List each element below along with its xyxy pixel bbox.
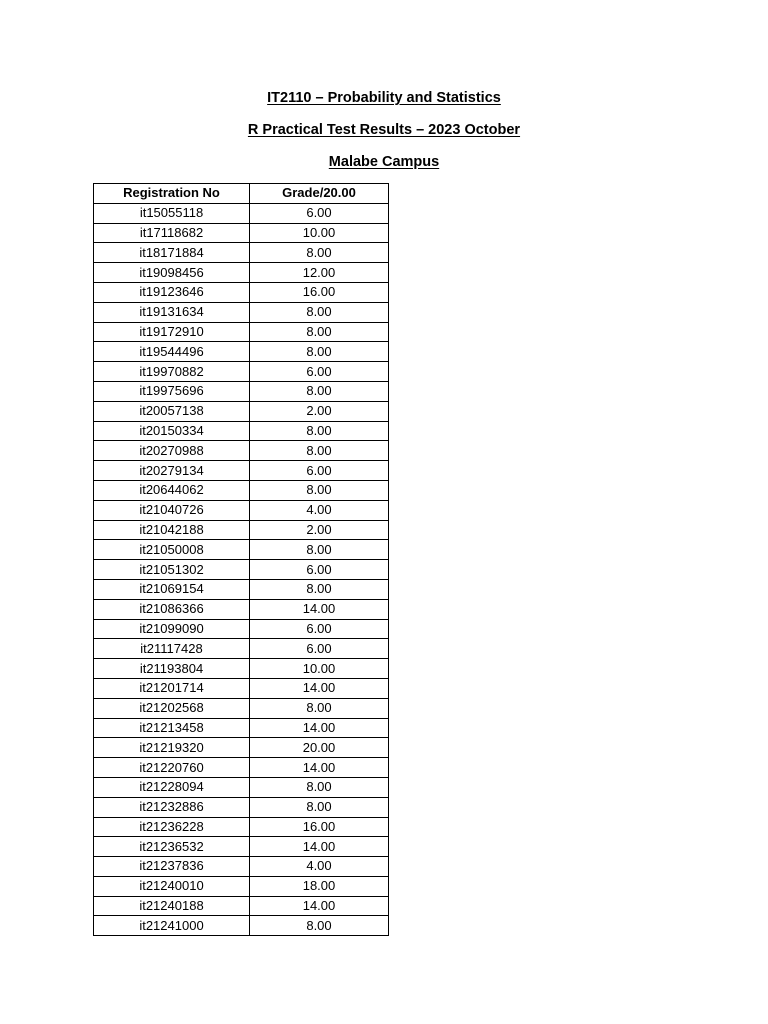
registration-no-cell: it21051302 xyxy=(94,560,250,580)
grade-cell: 8.00 xyxy=(250,916,389,936)
registration-no-cell: it21232886 xyxy=(94,797,250,817)
table-row xyxy=(94,421,389,441)
table-row xyxy=(94,243,389,263)
registration-no-cell: it21219320 xyxy=(94,738,250,758)
table-row xyxy=(94,500,389,520)
table-row xyxy=(94,203,389,223)
grade-cell: 8.00 xyxy=(250,243,389,263)
table-row xyxy=(94,797,389,817)
header-registration-no: Registration No xyxy=(94,184,250,204)
registration-no-cell: it19970882 xyxy=(94,362,250,382)
grade-cell: 14.00 xyxy=(250,837,389,857)
grade-cell: 16.00 xyxy=(250,282,389,302)
registration-no-cell: it18171884 xyxy=(94,243,250,263)
table-row xyxy=(94,401,389,421)
results-table xyxy=(93,183,389,936)
registration-no-cell: it20057138 xyxy=(94,401,250,421)
table-row xyxy=(94,322,389,342)
registration-no-cell: it21193804 xyxy=(94,659,250,679)
registration-no-cell: it21201714 xyxy=(94,678,250,698)
table-row xyxy=(94,698,389,718)
table-row xyxy=(94,718,389,738)
grade-cell: 8.00 xyxy=(250,302,389,322)
table-row xyxy=(94,639,389,659)
table-row xyxy=(94,461,389,481)
registration-no-cell: it19098456 xyxy=(94,263,250,283)
table-header-row xyxy=(94,184,389,204)
grade-cell: 8.00 xyxy=(250,480,389,500)
registration-no-cell: it15055118 xyxy=(94,203,250,223)
table-row xyxy=(94,896,389,916)
table-row xyxy=(94,282,389,302)
table-row xyxy=(94,837,389,857)
registration-no-cell: it20279134 xyxy=(94,461,250,481)
table-row xyxy=(94,777,389,797)
registration-no-cell: it21202568 xyxy=(94,698,250,718)
grade-cell: 14.00 xyxy=(250,896,389,916)
registration-no-cell: it17118682 xyxy=(94,223,250,243)
registration-no-cell: it21069154 xyxy=(94,579,250,599)
table-row xyxy=(94,659,389,679)
registration-no-cell: it21240010 xyxy=(94,876,250,896)
registration-no-cell: it19544496 xyxy=(94,342,250,362)
registration-no-cell: it21099090 xyxy=(94,619,250,639)
header-grade: Grade/20.00 xyxy=(250,184,389,204)
grade-cell: 8.00 xyxy=(250,777,389,797)
grade-cell: 6.00 xyxy=(250,203,389,223)
grade-cell: 8.00 xyxy=(250,342,389,362)
grade-cell: 6.00 xyxy=(250,619,389,639)
table-row xyxy=(94,738,389,758)
grade-cell: 6.00 xyxy=(250,362,389,382)
table-row xyxy=(94,619,389,639)
table-row xyxy=(94,579,389,599)
grade-cell: 8.00 xyxy=(250,421,389,441)
grade-cell: 12.00 xyxy=(250,263,389,283)
grade-cell: 8.00 xyxy=(250,540,389,560)
table-row xyxy=(94,758,389,778)
table-row xyxy=(94,857,389,877)
table-row xyxy=(94,876,389,896)
grade-cell: 18.00 xyxy=(250,876,389,896)
table-row xyxy=(94,678,389,698)
registration-no-cell: it19172910 xyxy=(94,322,250,342)
table-row xyxy=(94,560,389,580)
registration-no-cell: it19123646 xyxy=(94,282,250,302)
registration-no-cell: it21040726 xyxy=(94,500,250,520)
table-row xyxy=(94,441,389,461)
course-title: IT2110 – Probability and Statistics xyxy=(267,90,501,106)
grade-cell: 14.00 xyxy=(250,678,389,698)
registration-no-cell: it21236228 xyxy=(94,817,250,837)
registration-no-cell: it21117428 xyxy=(94,639,250,659)
registration-no-cell: it21240188 xyxy=(94,896,250,916)
table-row xyxy=(94,520,389,540)
grade-cell: 4.00 xyxy=(250,857,389,877)
table-row xyxy=(94,342,389,362)
grade-cell: 8.00 xyxy=(250,797,389,817)
grade-cell: 14.00 xyxy=(250,758,389,778)
table-row xyxy=(94,223,389,243)
grade-cell: 4.00 xyxy=(250,500,389,520)
grade-cell: 14.00 xyxy=(250,599,389,619)
grade-cell: 8.00 xyxy=(250,579,389,599)
results-title: R Practical Test Results – 2023 October xyxy=(247,122,521,138)
registration-no-cell: it21241000 xyxy=(94,916,250,936)
registration-no-cell: it21237836 xyxy=(94,857,250,877)
grade-cell: 8.00 xyxy=(250,698,389,718)
registration-no-cell: it20270988 xyxy=(94,441,250,461)
registration-no-cell: it20644062 xyxy=(94,480,250,500)
table-row xyxy=(94,480,389,500)
registration-no-cell: it19131634 xyxy=(94,302,250,322)
grade-cell: 6.00 xyxy=(250,461,389,481)
registration-no-cell: it20150334 xyxy=(94,421,250,441)
registration-no-cell: it21220760 xyxy=(94,758,250,778)
table-row xyxy=(94,302,389,322)
registration-no-cell: it21050008 xyxy=(94,540,250,560)
grade-cell: 20.00 xyxy=(250,738,389,758)
table-row xyxy=(94,817,389,837)
grade-cell: 8.00 xyxy=(250,322,389,342)
registration-no-cell: it21236532 xyxy=(94,837,250,857)
table-row xyxy=(94,540,389,560)
grade-cell: 10.00 xyxy=(250,223,389,243)
registration-no-cell: it21213458 xyxy=(94,718,250,738)
grade-cell: 10.00 xyxy=(250,659,389,679)
campus-title: Malabe Campus xyxy=(328,154,440,170)
grade-cell: 16.00 xyxy=(250,817,389,837)
grade-cell: 14.00 xyxy=(250,718,389,738)
grade-cell: 6.00 xyxy=(250,639,389,659)
table-row xyxy=(94,263,389,283)
table-row xyxy=(94,381,389,401)
registration-no-cell: it19975696 xyxy=(94,381,250,401)
table-row xyxy=(94,362,389,382)
grade-cell: 8.00 xyxy=(250,441,389,461)
grade-cell: 2.00 xyxy=(250,520,389,540)
grade-cell: 2.00 xyxy=(250,401,389,421)
table-row xyxy=(94,599,389,619)
results-table-body xyxy=(94,203,389,935)
registration-no-cell: it21086366 xyxy=(94,599,250,619)
grade-cell: 8.00 xyxy=(250,381,389,401)
grade-cell: 6.00 xyxy=(250,560,389,580)
table-row xyxy=(94,916,389,936)
registration-no-cell: it21228094 xyxy=(94,777,250,797)
registration-no-cell: it21042188 xyxy=(94,520,250,540)
